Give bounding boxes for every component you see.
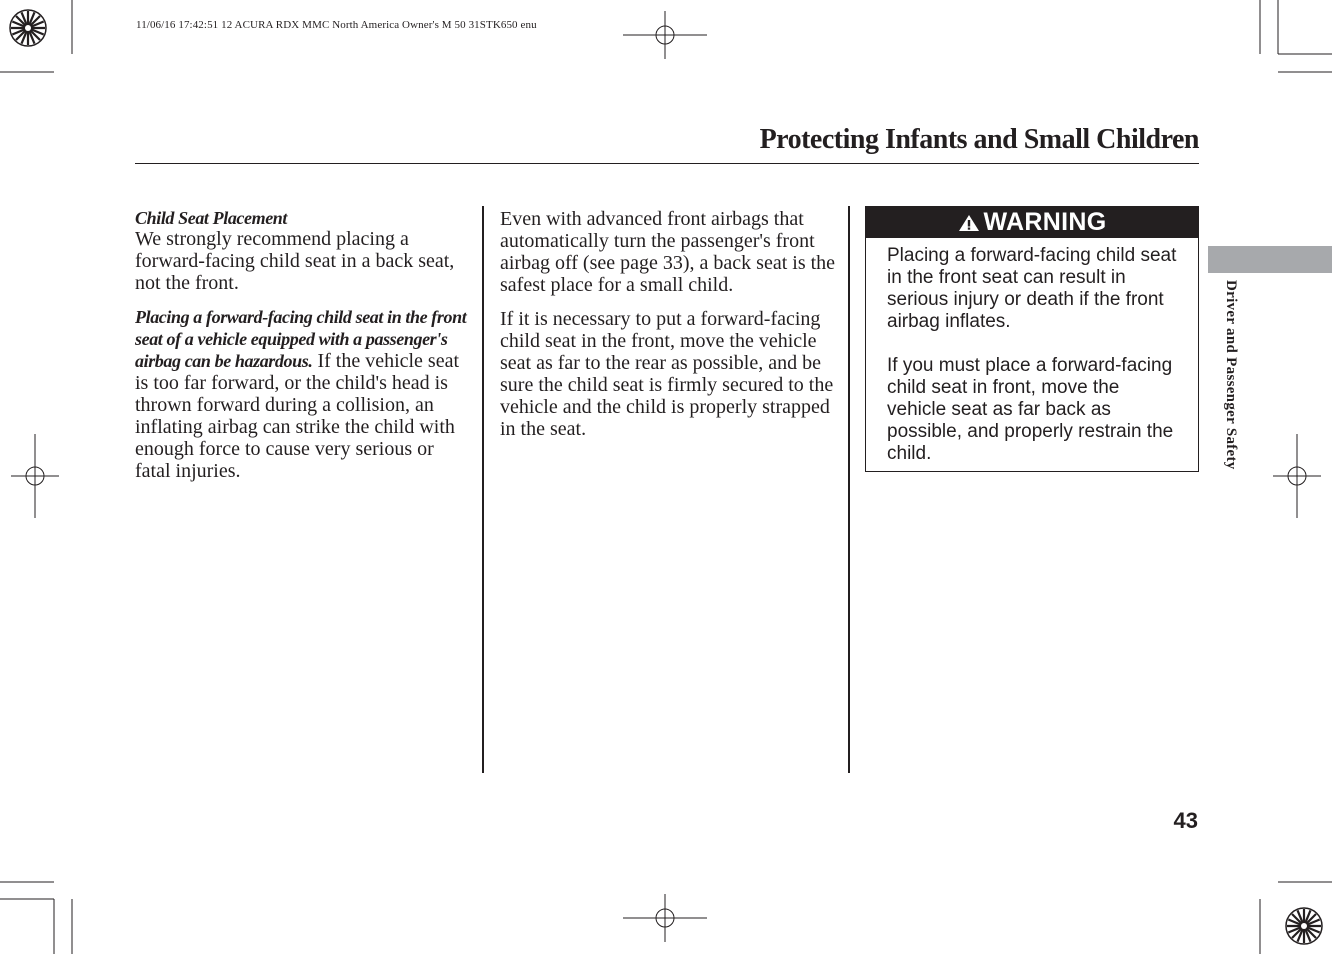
page-title: Protecting Infants and Small Children: [759, 124, 1199, 155]
paragraph-front-seat-instructions: If it is necessary to put a forward-facing child seat in the front, move the vehicle seat as far to the rear as possible, and be sure the child seat is firmly secured to the vehicle and the child is properly strapped in the seat.: [500, 308, 834, 440]
paragraph-back-seat-safest: Even with advanced front airbags that automatically turn the passenger's front airbag off (see page 33), a back seat is the safest place for a small child.: [500, 208, 836, 296]
section-label: Driver and Passenger Safety: [1223, 280, 1239, 470]
page-number: 43: [1173, 808, 1198, 833]
warning-paragraph-1: Placing a forward-facing child seat in the front seat can result in serious injury or death if the front airbag inflates.: [887, 245, 1177, 332]
print-job-stamp: 11/06/16 17:42:51 12 ACURA RDX MMC North America Owner's M 50 31STK650 enu: [136, 19, 537, 31]
hazard-lead-text: Placing a forward-facing child seat in the front seat of a vehicle equipped with a passenger's airbag can be hazardous.: [135, 307, 467, 371]
warning-paragraph-2: If you must place a forward-facing child seat in front, move the vehicle seat as far back as possible, and properly restrain the child.: [887, 355, 1174, 464]
subheading-child-seat-placement: Child Seat Placement: [135, 208, 287, 228]
hazard-body-text: If the vehicle seat is too far forward, or the child's head is thrown forward during a collision, an inflating airbag can strike the child with enough force to cause very serious or fatal injuries.: [135, 350, 460, 482]
paragraph-recommendation: We strongly recommend placing a forward-facing child seat in a back seat, not the front.: [135, 228, 455, 294]
section-tab: [1208, 246, 1332, 273]
paragraph-hazard: [135, 306, 470, 482]
column-left: [135, 208, 470, 494]
column-divider-left: [482, 206, 484, 773]
title-rule: [135, 163, 1199, 164]
column-divider-right: [848, 206, 850, 773]
warning-heading: WARNING: [983, 208, 1107, 236]
warning-triangle-icon: [958, 214, 980, 232]
column-middle: [500, 208, 838, 452]
warning-body: [866, 238, 1198, 465]
warning-box: [865, 206, 1199, 472]
warning-header: [866, 207, 1198, 238]
